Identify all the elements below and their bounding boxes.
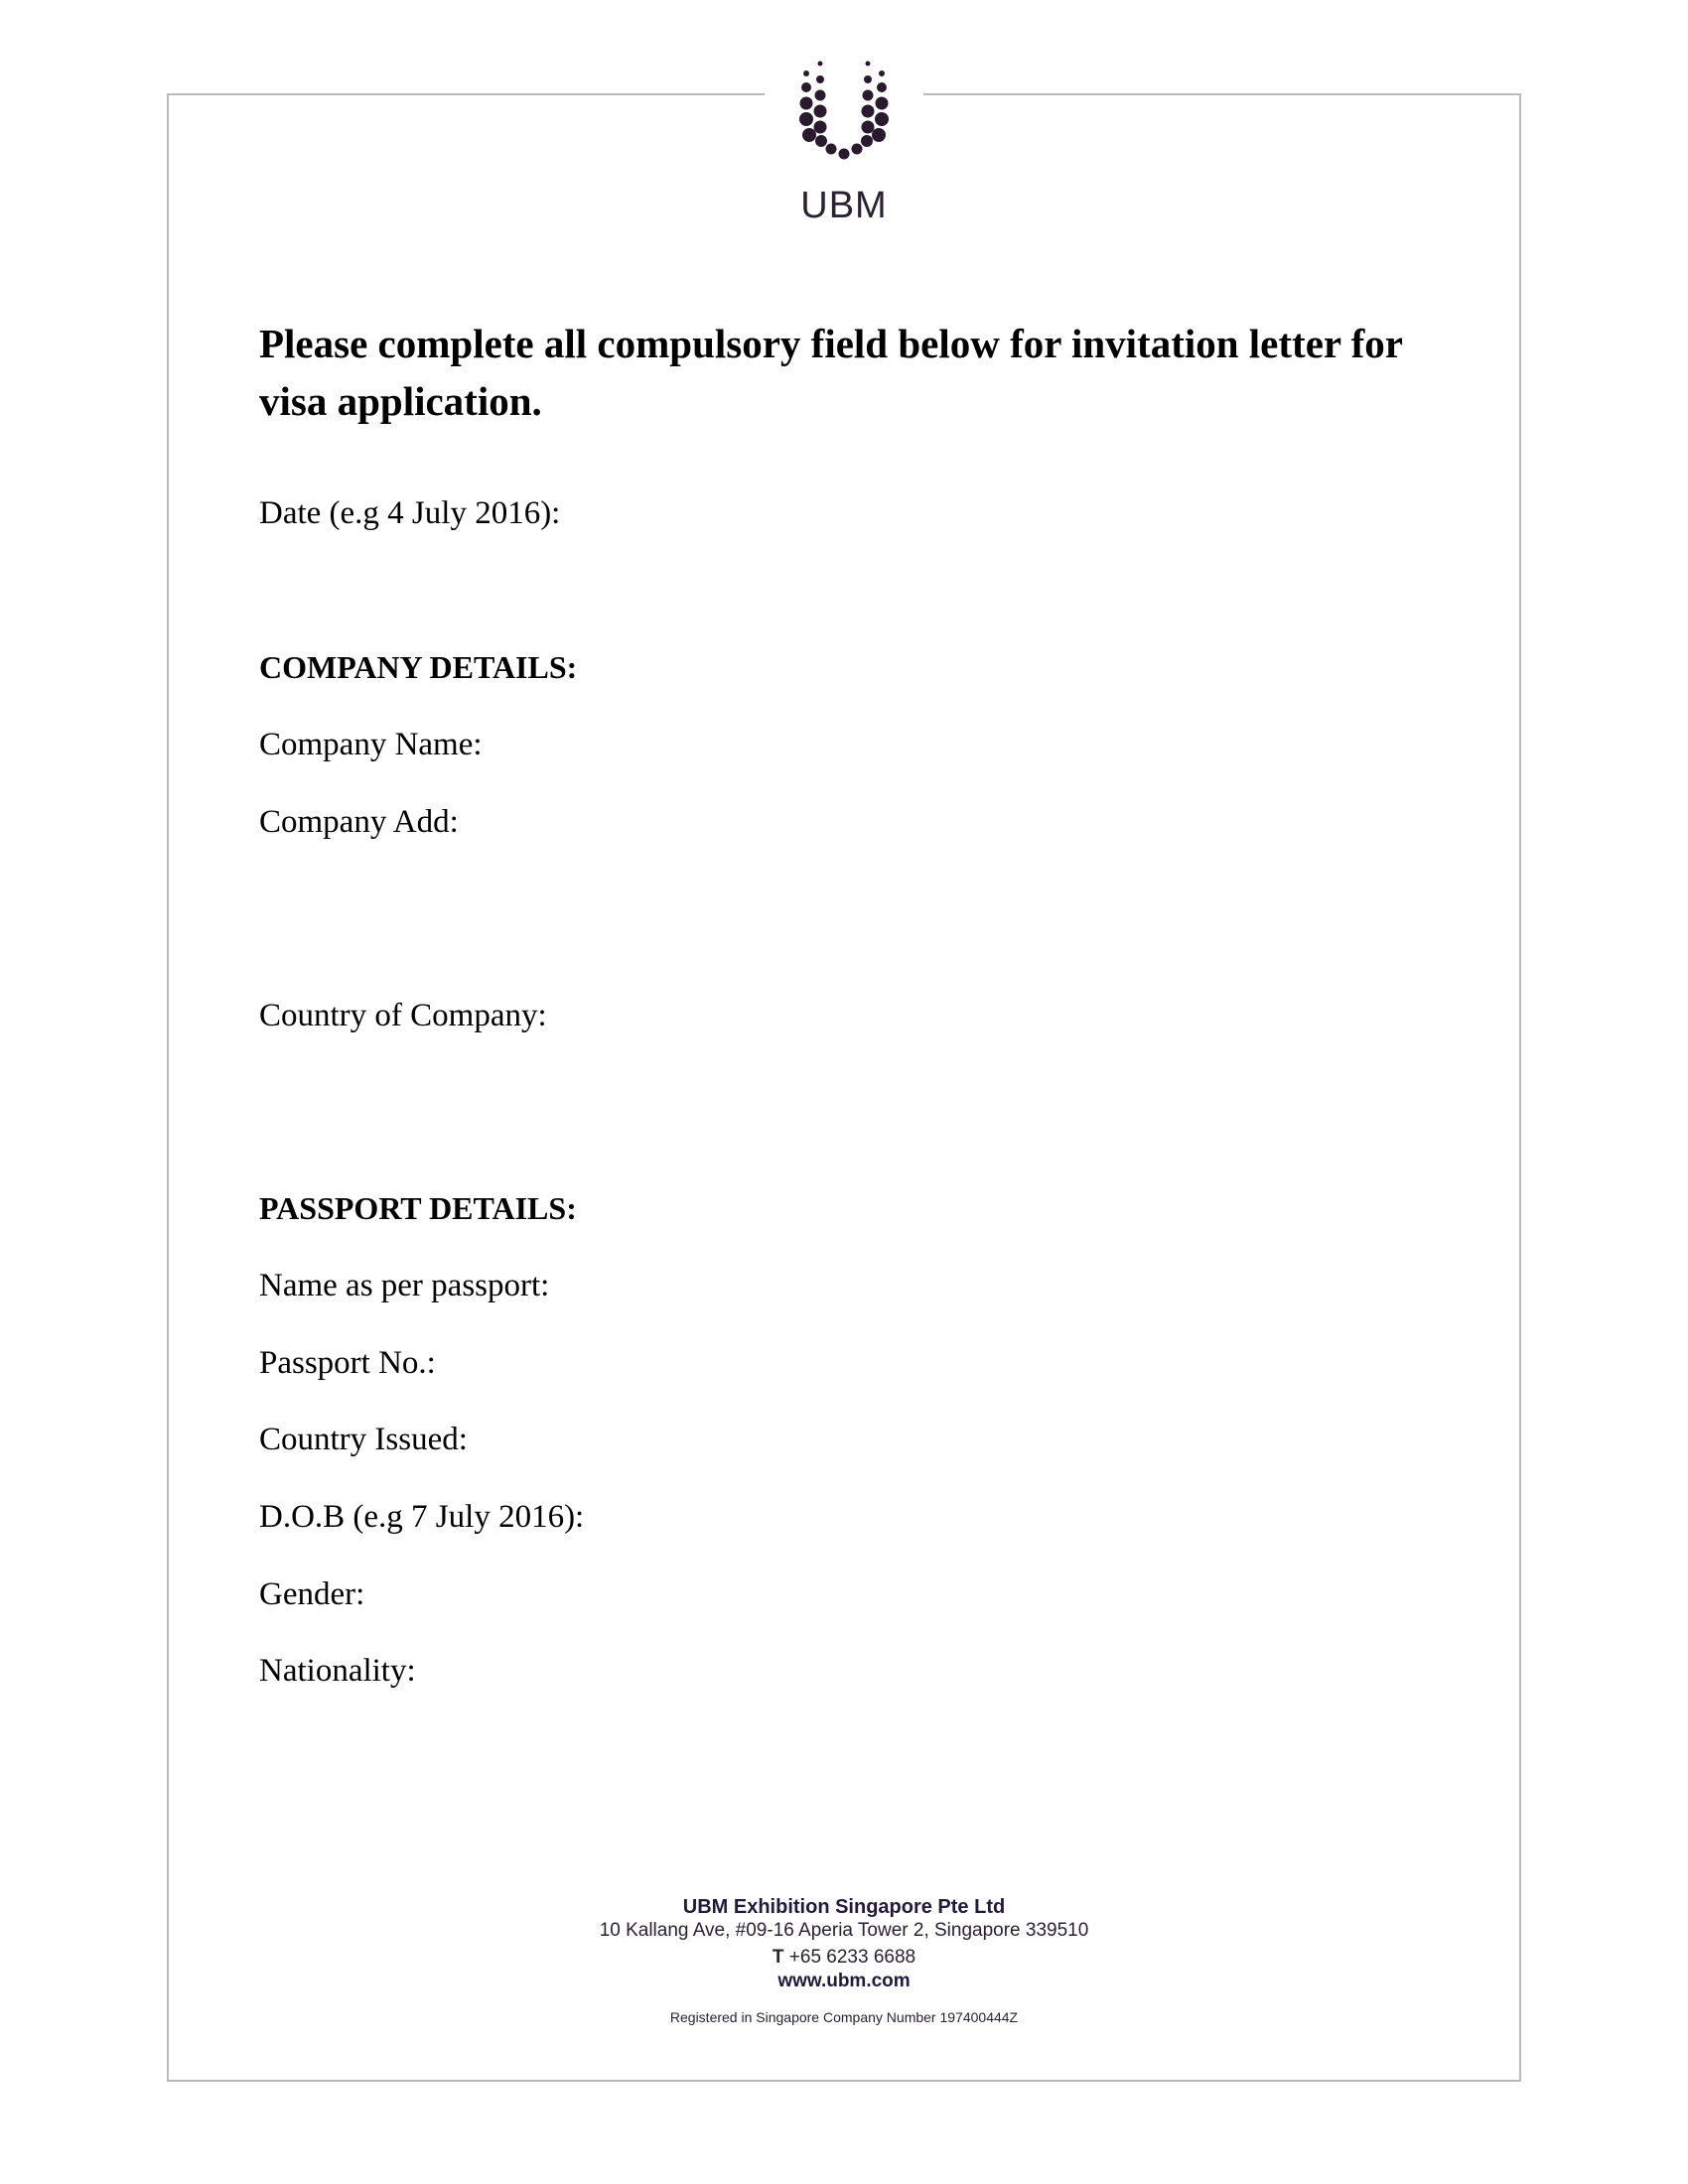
footer-address: 10 Kallang Ave, #09-16 Aperia Tower 2, Singapore 339510 (599, 1920, 1089, 1941)
logo-dot (801, 82, 811, 92)
logo-dot (861, 135, 873, 147)
passport-details-heading: PASSPORT DETAILS: (259, 1190, 577, 1226)
logo-wordmark: UBM (800, 185, 888, 226)
logo-dot (863, 90, 874, 101)
country-of-company-label: Country of Company: (259, 998, 547, 1033)
date-field-label: Date (e.g 4 July 2016): (259, 495, 561, 531)
footer-registration: Registered in Singapore Company Number 197400444Z (669, 2009, 1019, 2025)
logo-dot (799, 112, 813, 126)
logo-dot (875, 112, 889, 126)
logo-dot (816, 75, 824, 83)
logo-dot (800, 97, 813, 110)
footer-website: www.ubm.com (777, 1971, 911, 1991)
footer-company-name: UBM Exhibition Singapore Pte Ltd (682, 1896, 1006, 1918)
company-name-label: Company Name: (259, 727, 483, 762)
dob-label: D.O.B (e.g 7 July 2016): (259, 1499, 585, 1535)
logo-dot (862, 105, 875, 118)
page-heading: Please complete all compulsory field below for invitation letter for visa application. (259, 321, 1403, 424)
logo-dot (864, 75, 872, 83)
logo-dot (803, 70, 809, 76)
logo-dot (814, 105, 827, 118)
logo-dot (818, 62, 823, 67)
country-issued-label: Country Issued: (259, 1422, 468, 1457)
footer-phone (447, 1947, 1241, 1969)
logo-dot (877, 82, 887, 92)
logo-dot (872, 128, 886, 142)
footer-phone-number: +65 6233 6688 (788, 1947, 916, 1968)
logo-dot (814, 121, 827, 134)
logo-dot (802, 128, 816, 142)
ubm-dots-logo-icon (789, 58, 899, 167)
logo-dot (866, 62, 871, 67)
company-details-heading: COMPANY DETAILS: (259, 649, 578, 685)
name-as-per-passport-label: Name as per passport: (259, 1268, 550, 1303)
ubm-logo (770, 58, 918, 232)
logo-dot (852, 144, 863, 155)
nationality-label: Nationality: (259, 1653, 416, 1689)
company-address-label: Company Add: (259, 804, 459, 840)
footer-phone-label: T (772, 1947, 784, 1968)
logo-dot (815, 135, 827, 147)
gender-label: Gender: (259, 1576, 365, 1612)
logo-dot (862, 121, 875, 134)
logo-dot (876, 97, 889, 110)
logo-dot (815, 90, 826, 101)
logo-dot (826, 144, 837, 155)
logo-dot (879, 70, 885, 76)
logo-dot (839, 149, 850, 160)
passport-no-label: Passport No.: (259, 1345, 436, 1381)
